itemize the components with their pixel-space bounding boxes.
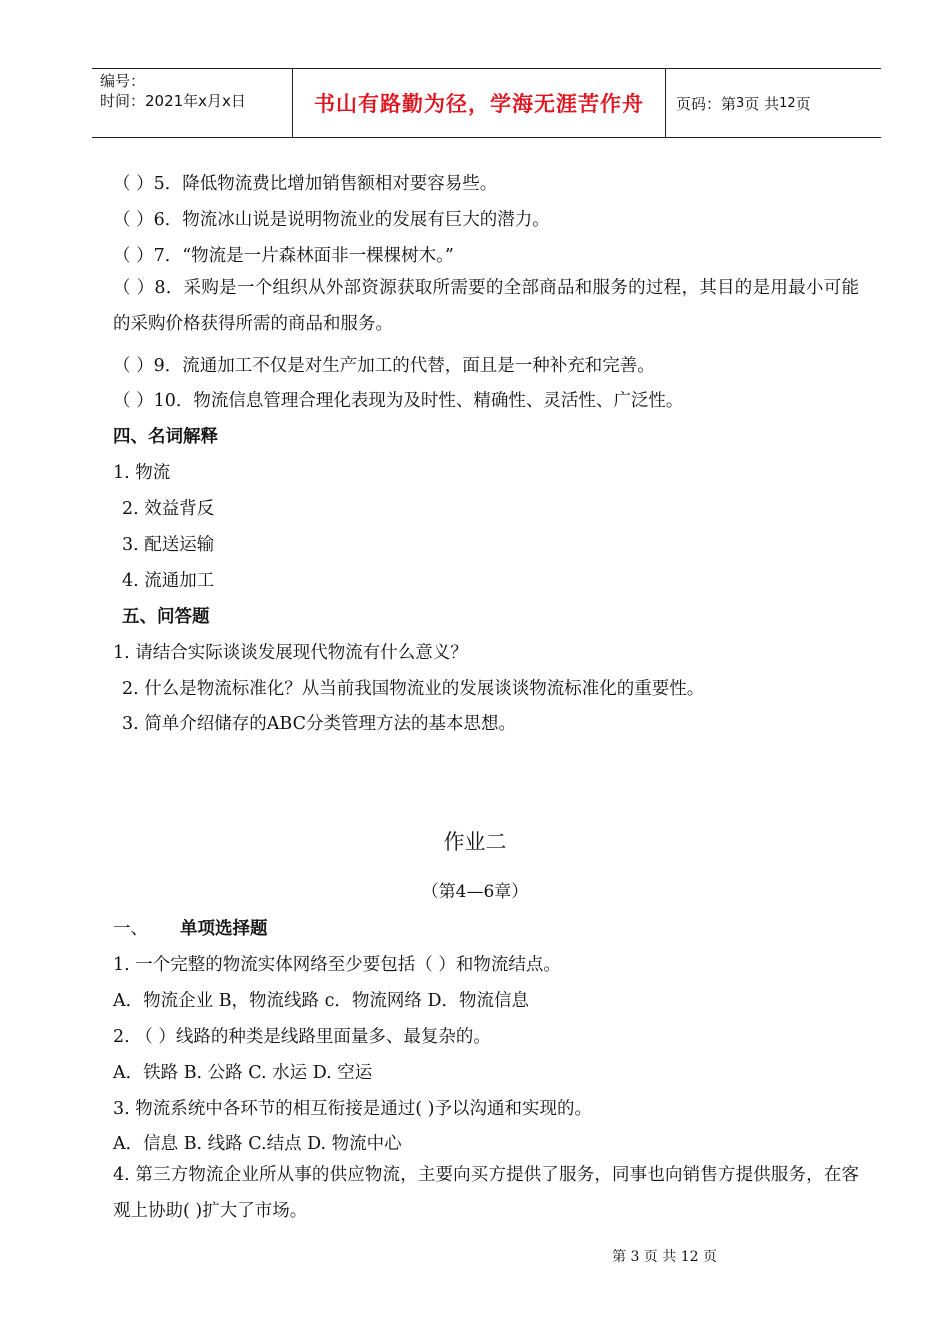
judgement-q10: （ ）10．物流信息管理合理化表现为及时性、精确性、灵活性、广泛性。 (113, 391, 684, 411)
section5-item: 2. 什么是物流标准化？从当前我国物流业的发展谈谈物流标准化的重要性。 (122, 679, 705, 699)
section4-item: 3. 配送运输 (122, 535, 215, 555)
page-total: 12 (779, 95, 796, 111)
section1-title: 单项选择题 (180, 919, 268, 939)
mc-q2-options: A．铁路 B. 公路 C. 水运 D. 空运 (113, 1063, 373, 1083)
section1-number: 一、 (113, 919, 148, 939)
section5-item: 1. 请结合实际谈谈发展现代物流有什么意义？ (113, 643, 468, 663)
section4-item: 2. 效益背反 (122, 499, 215, 519)
mc-q3: 3. 物流系统中各环节的相互衔接是通过( )予以沟通和实现的。 (113, 1099, 592, 1119)
judgement-q7: （ ）7．“物流是一片森林面非一棵棵树木。” (113, 246, 454, 266)
mc-q1: 1. 一个完整的物流实体网络至少要包括（ ）和物流结点。 (113, 955, 561, 975)
section4-item: 1. 物流 (113, 463, 171, 483)
section4-title: 四、名词解释 (113, 427, 218, 447)
header-date: 时间：2021年x月x日 (100, 92, 246, 110)
page-prefix: 页码：第 (676, 94, 737, 113)
page-header (92, 68, 881, 138)
mc-q1-options: A．物流企业 B，物流线路 c．物流网络 D．物流信息 (113, 991, 530, 1011)
header-meta (92, 69, 293, 137)
page-mid: 页 共 (744, 94, 780, 113)
section5-item: 3. 简单介绍储存的ABC分类管理方法的基本思想。 (122, 714, 516, 734)
section4-item: 4. 流通加工 (122, 571, 215, 591)
header-motto: 书山有路勤为径，学海无涯苦作舟 (293, 69, 666, 137)
judgement-q5: （ ）5．降低物流费比增加销售额相对要容易些。 (113, 174, 498, 194)
page-number: 3 (736, 95, 745, 111)
section5-title: 五、问答题 (122, 607, 210, 627)
judgement-q9: （ ）9．流通加工不仅是对生产加工的代替，面且是一种补充和完善。 (113, 356, 655, 376)
mc-q4: 4. 第三方物流企业所从事的供应物流，主要向买方提供了服务，同事也向销售方提供服务，在客观上协助( )扩大了市场。 (113, 1165, 859, 1221)
page-footer: 第 3 页 共 12 页 (612, 1249, 717, 1265)
judgement-q8: （ ）8．采购是一个组织从外部资源获取所需要的全部商品和服务的过程，其目的是用最小可能的采购价格获得所需的商品和服务。 (113, 278, 859, 334)
homework2-subtitle: （第4—6章） (421, 882, 529, 902)
page-suffix: 页 (795, 94, 811, 113)
mc-q2: 2. （ ）线路的种类是线路里面量多、最复杂的。 (113, 1027, 491, 1047)
homework2-title: 作业二 (443, 830, 507, 854)
judgement-q6: （ ）6．物流冰山说是说明物流业的发展有巨大的潜力。 (113, 210, 550, 230)
header-serial-label: 编号： (100, 72, 146, 90)
mc-q3-options: A．信息 B. 线路 C.结点 D. 物流中心 (113, 1134, 402, 1154)
header-page-info (666, 69, 881, 137)
